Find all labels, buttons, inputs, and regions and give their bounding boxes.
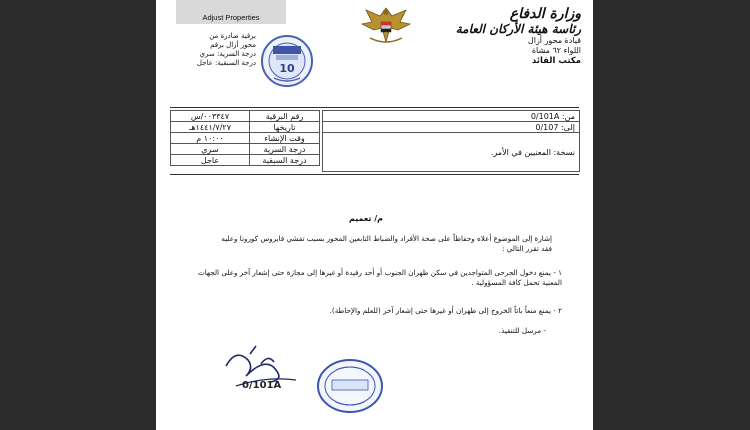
to-value: 0/107 (535, 122, 559, 132)
table-row (323, 111, 580, 122)
table-row (171, 155, 320, 166)
table-row (171, 144, 320, 155)
header-note-line: درجة السرية: سري (199, 50, 256, 58)
brigade-name: اللواء ٦٢ مشاة (531, 46, 581, 55)
routing-copy (323, 133, 580, 172)
body-closing: - مرسل للتنفيذ. (498, 326, 546, 335)
table-cell: تاريخها (250, 122, 320, 133)
command-stamp-logo (260, 34, 314, 88)
ministry-name: وزارة الدفاع (509, 6, 581, 22)
table-row (171, 122, 320, 133)
table-cell: ١٤٤١/٧/٢٧هـ (171, 122, 250, 133)
body-item-2: ٢ - يمنع منعاً باتاً الخروج إلى ظهران أو غيرها حتى إشعار آخر (للعلم والإحاطة). (329, 306, 562, 315)
staff-name: رئاسة هيئة الأركان العامة (455, 22, 581, 36)
table-cell: ٠٠٣٣٤٧/س (171, 111, 250, 122)
header-divider (170, 107, 579, 108)
routing-table (322, 110, 580, 172)
table-cell: عاجل (171, 155, 250, 166)
routing-to (323, 122, 580, 133)
table-cell: درجة السرية (250, 144, 320, 155)
table-cell: درجة السبقية (250, 155, 320, 166)
table-cell: ١٠:٠٠ م (171, 133, 250, 144)
subject-line: م/ تعميم (349, 214, 383, 223)
official-seal (316, 358, 384, 414)
table-row (323, 122, 580, 133)
body-item-1: ١ - يمنع دخول الجرحى المتواجدين في سكن ظهران الجنوب أو أحد رفيدة أو غيرها إلى مجازة حتى إشعار آخر وعلى الجهات المعنية تحمل كافة المسؤولية . (197, 268, 562, 287)
stamp-number: 10 (279, 62, 295, 75)
copy-label: نسخة: (553, 147, 575, 157)
eagle-emblem-icon (356, 2, 416, 46)
table-row (323, 133, 580, 172)
table-divider (170, 174, 579, 175)
from-label: من: (561, 111, 575, 121)
header-note-line: محور أزال برقم (210, 41, 256, 49)
telegram-header-notes (174, 32, 256, 68)
adjust-properties-button[interactable] (176, 0, 286, 24)
table-row (171, 133, 320, 144)
table-cell: وقت الإنشاء (250, 133, 320, 144)
ministry-header (451, 6, 581, 67)
table-cell: رقم البرقية (250, 111, 320, 122)
from-value: 0/101A (530, 111, 560, 121)
office-name: مكتب القائد (531, 56, 581, 66)
command-name: قيادة محور أزال (527, 36, 581, 45)
to-label: إلى: (560, 122, 575, 132)
copy-value: المعنيين في الأمر. (490, 147, 551, 157)
header-note-line: درجة السبقية: عاجل (196, 59, 256, 67)
adjust-properties-label: Adjust Properties (202, 13, 260, 22)
viewer-frame-right (593, 0, 750, 430)
viewer-frame-left (0, 0, 156, 430)
table-row (171, 111, 320, 122)
document-page (156, 0, 593, 430)
telegram-details-table (170, 110, 320, 166)
signature-reference: 0/101A (242, 380, 282, 391)
body-intro: إشارة إلى الموضوع أعلاه وحفاظاً على صحة الأفراد والضباط التابعين المحور بسبب تفشي فايروس كورونا وعليه فقد تقرر التالي : (221, 234, 552, 253)
routing-from (323, 111, 580, 122)
table-cell: سري (171, 144, 250, 155)
header-note-line: برقية صادرة من (209, 32, 256, 40)
